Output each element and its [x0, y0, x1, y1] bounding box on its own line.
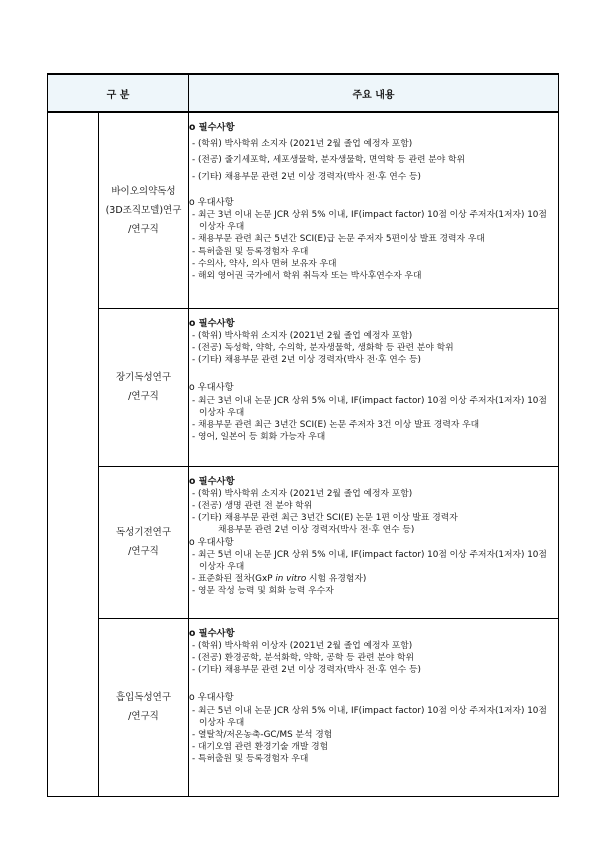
std-text-a: - 표준화된 절차(GxP: [192, 574, 276, 585]
list-item: - 채용부문 관련 최근 3년간 SCI(E) 논문 주저자 3건 이상 발표 경력자 우대: [192, 419, 480, 430]
list-item: - (학위) 박사학위 소지자 (2021년 2월 졸업 예정자 포함): [192, 330, 413, 341]
required-title: o 필수사항: [189, 627, 235, 639]
role-line: 독성기전연구: [115, 527, 172, 538]
table-row: [48, 112, 559, 308]
role-cell: [99, 466, 189, 618]
required-title: o 필수사항: [189, 475, 235, 487]
list-item: - 영어, 일본어 등 회화 가능자 우대: [192, 432, 326, 443]
list-item: - (전공) 환경공학, 분석화학, 약학, 공학 등 관련 분야 학위: [192, 652, 415, 663]
role-line: 장기독성연구: [115, 372, 172, 383]
role-line: /연구직: [128, 711, 159, 722]
list-item: - (전공) 독성학, 약학, 수의학, 분자생물학, 생화학 등 관련 분야 학위: [192, 342, 454, 353]
header-category: 구 분: [48, 74, 189, 112]
content-cell: [189, 466, 559, 618]
table-header-row: [48, 74, 559, 112]
list-item: - (기타) 채용부문 관련 2년 이상 경력자(박사 전·후 연수 등): [192, 355, 421, 366]
table-row: [48, 308, 559, 466]
role-line: /연구직: [128, 391, 159, 402]
list-item-continuation: 채용부문 관련 2년 이상 경력자(박사 전·후 연수 등): [218, 525, 415, 536]
table-row: [48, 618, 559, 796]
role-line: /연구직: [128, 546, 159, 557]
list-item: - (기타) 채용부문 관련 2년 이상 경력자(박사 전·후 연수 등): [192, 665, 421, 676]
required-title: o 필수사항: [189, 122, 235, 133]
preferred-title: o 우대사항: [189, 536, 234, 548]
list-item: - 최근 5년 이내 논문 JCR 상위 5% 이내, IF(impact factor) 10점 이상 주저자(1저자) 10점 이상자 우대: [192, 705, 547, 728]
list-item: - 채용부문 관련 최근 5년간 SCI(E)급 논문 주저자 5편이상 발표 경력자 우대: [192, 234, 485, 245]
role-cell: [99, 308, 189, 466]
list-item: - 특허출원 및 등록경험자 우대: [192, 246, 309, 257]
role-line: 바이오의약독성: [111, 185, 176, 197]
list-item: - 수의사, 약사, 의사 면허 보유자 우대: [192, 258, 337, 269]
list-item: - (기타) 채용부문 관련 최근 3년간 SCI(E) 논문 1편 이상 발표 경력자: [192, 513, 458, 524]
list-item: - (학위) 박사학위 소지자 (2021년 2월 졸업 예정자 포함): [192, 488, 413, 499]
list-item: - 대기오염 관련 환경기술 개발 경험: [192, 742, 329, 753]
list-item: - 특허출원 및 등록경험자 우대: [192, 754, 309, 765]
list-item: - 최근 5년 이내 논문 JCR 상위 5% 이내, IF(impact factor) 10점 이상 주저자(1저자) 10점 이상자 우대: [192, 549, 547, 572]
group-cell: [48, 112, 99, 796]
header-main-content: 주요 내용: [189, 74, 559, 112]
table-row: [48, 466, 559, 618]
role-cell: [99, 618, 189, 796]
list-item: - 해외 영어권 국가에서 학위 취득자 또는 박사후연수자 우대: [192, 271, 422, 282]
list-item: - (학위) 박사학위 이상자 (2021년 2월 졸업 예정자 포함): [192, 640, 413, 651]
preferred-title: o 우대사항: [189, 382, 234, 394]
list-item: - (전공) 생명 관련 전 분야 학위: [192, 500, 313, 511]
preferred-title: o 우대사항: [189, 196, 234, 208]
list-item: [189, 573, 558, 585]
preferred-title: o 우대사항: [189, 692, 234, 704]
list-item: - 영문 작성 능력 및 회화 능력 우수자: [192, 586, 334, 597]
role-line: (3D조직모델)연구: [105, 204, 182, 216]
role-line: /연구직: [128, 223, 159, 235]
list-item: - 최근 3년 이내 논문 JCR 상위 5% 이내, IF(impact factor) 10점 이상 주저자(1저자) 10점 이상자 우대: [192, 395, 547, 418]
std-text-italic: in vitro: [275, 574, 307, 585]
list-item: - 열탈착/저온농축-GC/MS 분석 경험: [192, 729, 333, 740]
list-item: - (기타) 채용부문 관련 2년 이상 경력자(박사 전·후 연수 등): [192, 171, 421, 182]
content-cell: [189, 308, 559, 466]
list-item: - 최근 3년 이내 논문 JCR 상위 5% 이내, IF(impact factor) 10점 이상 주저자(1저자) 10점 이상자 우대: [192, 210, 547, 233]
job-requirements-table: [47, 73, 559, 797]
role-line: 흡입독성연구: [115, 692, 172, 703]
content-cell: [189, 112, 559, 308]
required-title: o 필수사항: [189, 317, 235, 329]
role-cell: [99, 112, 189, 308]
content-cell: [189, 618, 559, 796]
list-item: - (전공) 줄기세포학, 세포생물학, 분자생물학, 면역학 등 관련 분야 학위: [192, 155, 466, 166]
std-text-c: 시험 유경험자): [306, 574, 367, 585]
list-item: - (학위) 박사학위 소지자 (2021년 2월 졸업 예정자 포함): [192, 139, 413, 150]
